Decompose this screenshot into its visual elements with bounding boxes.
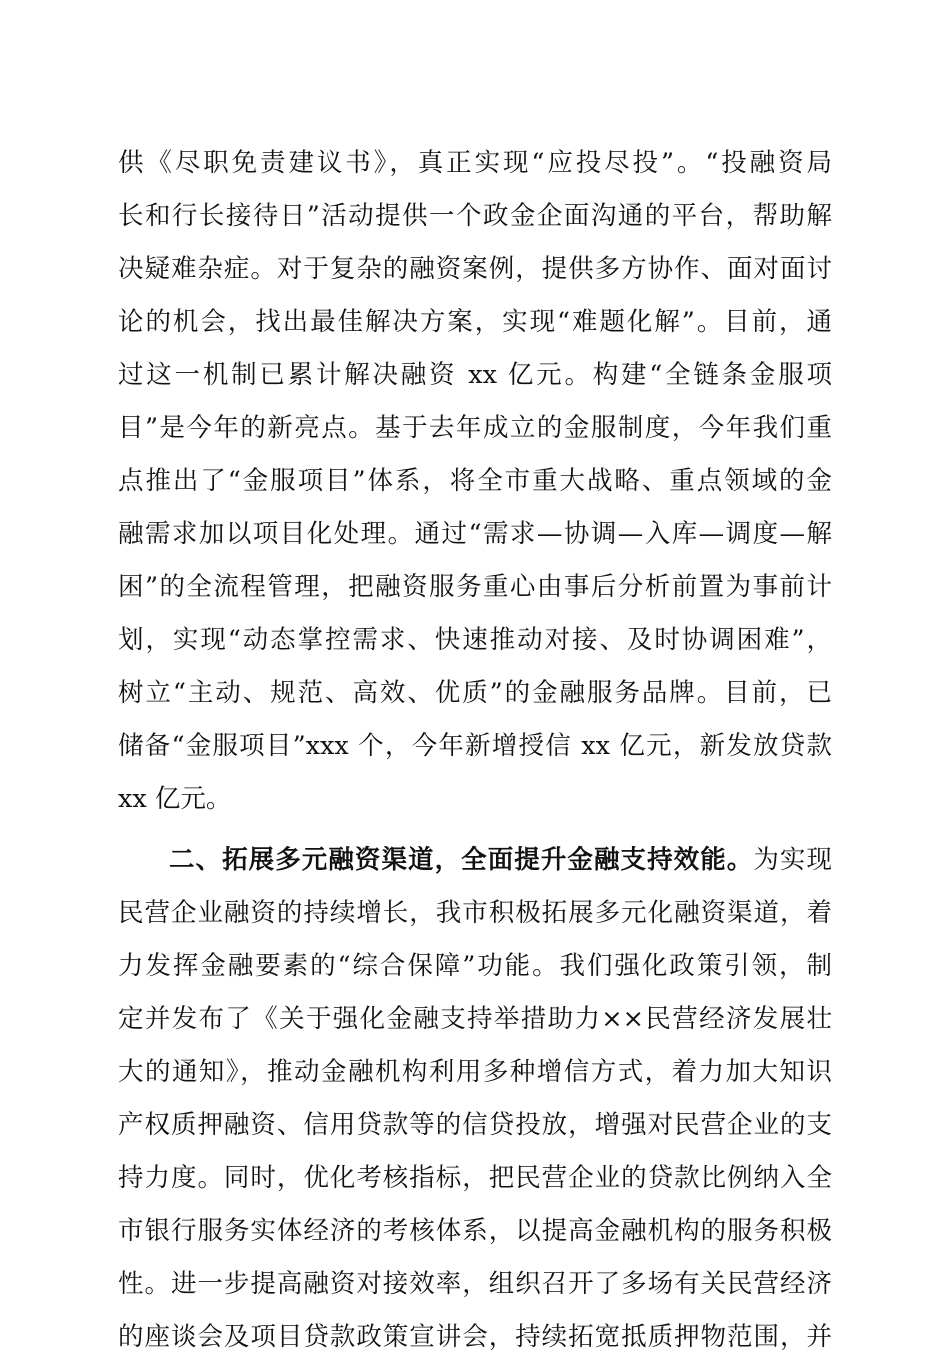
paragraph-1-last-line: xx 亿元。 <box>118 784 232 814</box>
paragraph-2-line: 民营企业融资的持续增长，我市积极拓展多元化融资渠道，着 <box>118 898 832 928</box>
paragraph-1-line: 决疑难杂症。对于复杂的融资案例，提供多方协作、面对面讨 <box>118 254 832 284</box>
paragraph-1-line: 划，实现“动态掌控需求、快速推动对接、及时协调困难”， <box>118 625 832 655</box>
paragraph-1-line: 困”的全流程管理，把融资服务重心由事后分析前置为事前计 <box>118 572 832 602</box>
paragraph-1-line: 供《尽职免责建议书》，真正实现“应投尽投”。“投融资局 <box>118 148 832 178</box>
document-body <box>118 142 832 1369</box>
paragraph-2-line: 持力度。同时，优化考核指标，把民营企业的贷款比例纳入全 <box>118 1163 832 1193</box>
paragraph-2-line: 产权质押融资、信用贷款等的信贷投放，增强对民营企业的支 <box>118 1110 832 1140</box>
paragraph-2-line: 定并发布了《关于强化金融支持举措助力××民营经济发展壮 <box>118 1004 832 1034</box>
paragraph-1-line: 论的机会，找出最佳解决方案，实现“难题化解”。目前，通 <box>118 307 832 337</box>
paragraph-2-line: 的座谈会及项目贷款政策宣讲会，持续拓宽抵质押物范围，并 <box>118 1322 832 1352</box>
paragraph-1-line: 点推出了“金服项目”体系，将全市重大战略、重点领域的金 <box>118 466 832 496</box>
section-heading: 二、拓展多元融资渠道，全面提升金融支持效能。 <box>169 845 754 875</box>
paragraph-1-line: 过这一机制已累计解决融资 xx 亿元。构建“全链条金服项 <box>118 360 832 390</box>
paragraph-1-line: 融需求加以项目化处理。通过“需求—协调—入库—调度—解 <box>118 519 832 549</box>
paragraph-2-first-line-text: 为实现 <box>753 845 832 875</box>
paragraph-1-line: 储备“金服项目”xxx 个，今年新增授信 xx 亿元，新发放贷款 <box>118 731 832 761</box>
paragraph-1-line: 目”是今年的新亮点。基于去年成立的金服制度，今年我们重 <box>118 413 832 443</box>
paragraph-spacer <box>118 831 832 839</box>
paragraph-1-line: 长和行长接待日”活动提供一个政金企面沟通的平台，帮助解 <box>118 201 832 231</box>
paragraph-2-line: 力发挥金融要素的“综合保障”功能。我们强化政策引领，制 <box>118 951 832 981</box>
paragraph-2-first-line <box>118 839 832 892</box>
paragraph-2-line: 性。进一步提高融资对接效率，组织召开了多场有关民营经济 <box>118 1269 832 1299</box>
paragraph-2-line: 大的通知》，推动金融机构利用多种增信方式，着力加大知识 <box>118 1057 832 1087</box>
paragraph-2-line: 市银行服务实体经济的考核体系，以提高金融机构的服务积极 <box>118 1216 832 1246</box>
paragraph-2 <box>118 839 832 1369</box>
paragraph-1 <box>118 142 832 831</box>
paragraph-1-line: 树立“主动、规范、高效、优质”的金融服务品牌。目前，已 <box>118 678 832 708</box>
